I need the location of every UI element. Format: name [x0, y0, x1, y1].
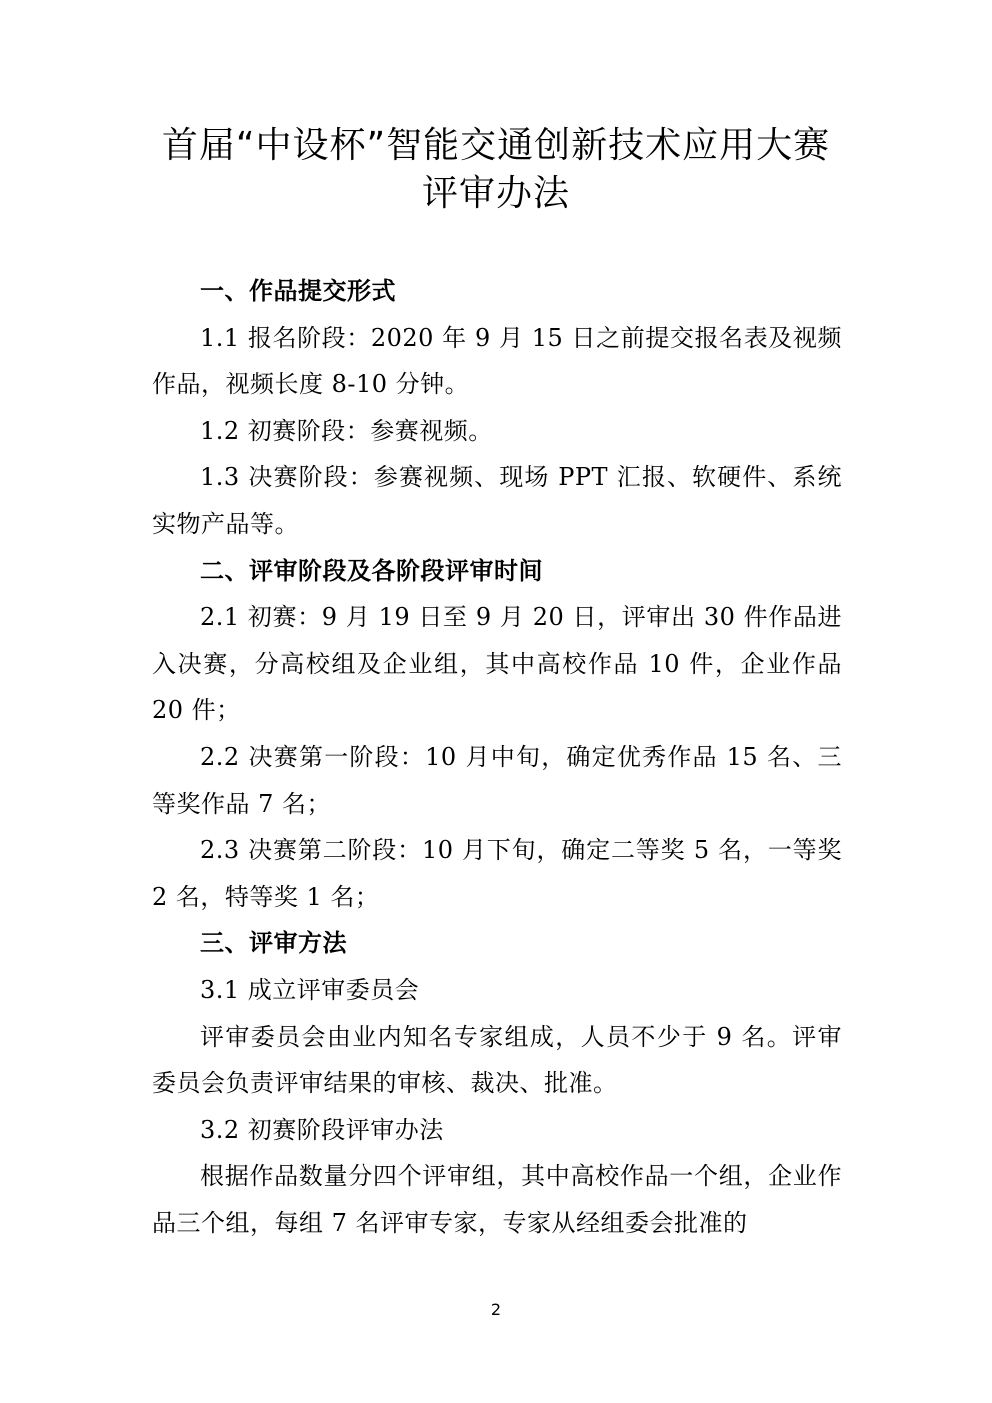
paragraph-2-2: 2.2 决赛第一阶段：10 月中旬，确定优秀作品 15 名、三等奖作品 7 名；: [152, 742, 842, 818]
paragraph-3-1-body: 评审委员会由业内知名专家组成，人员不少于 9 名。评审委员会负责评审结果的审核、裁决、批准。: [152, 1022, 842, 1098]
paragraph-2-3: 2.3 决赛第二阶段：10 月下旬，确定二等奖 5 名，一等奖 2 名，特等奖 1 名；: [152, 836, 842, 911]
document-body: [152, 268, 842, 1246]
section-heading-2: 二、评审阶段及各阶段评审时间: [200, 556, 543, 585]
paragraph-3-2-title: 3.2 初赛阶段评审办法: [200, 1115, 444, 1144]
paragraph-2-1: 2.1 初赛：9 月 19 日至 9 月 20 日，评审出 30 件作品进入决赛，分高校组及企业组，其中高校作品 10 件，企业作品 20 件；: [152, 603, 842, 725]
paragraph-1-1: 1.1 报名阶段：2020 年 9 月 15 日之前提交报名表及视频作品，视频长度 8-10 分钟。: [152, 323, 842, 399]
paragraph-1-2: 1.2 初赛阶段：参赛视频。: [200, 416, 493, 445]
paragraph-1-3: 1.3 决赛阶段：参赛视频、现场 PPT 汇报、软硬件、系统实物产品等。: [152, 463, 842, 538]
paragraph-3-2-body: 根据作品数量分四个评审组，其中高校作品一个组，企业作品三个组，每组 7 名评审专家，专家从经组委会批准的: [152, 1162, 842, 1237]
section-heading-3: 三、评审方法: [200, 929, 347, 958]
document-title-line-1: 首届“中设杯”智能交通创新技术应用大赛: [161, 125, 831, 166]
document-title-line-2: 评审办法: [421, 173, 570, 214]
page-number: 2: [490, 1300, 502, 1319]
section-heading-1: 一、作品提交形式: [200, 277, 396, 305]
paragraph-3-1-title: 3.1 成立评审委员会: [200, 975, 420, 1004]
